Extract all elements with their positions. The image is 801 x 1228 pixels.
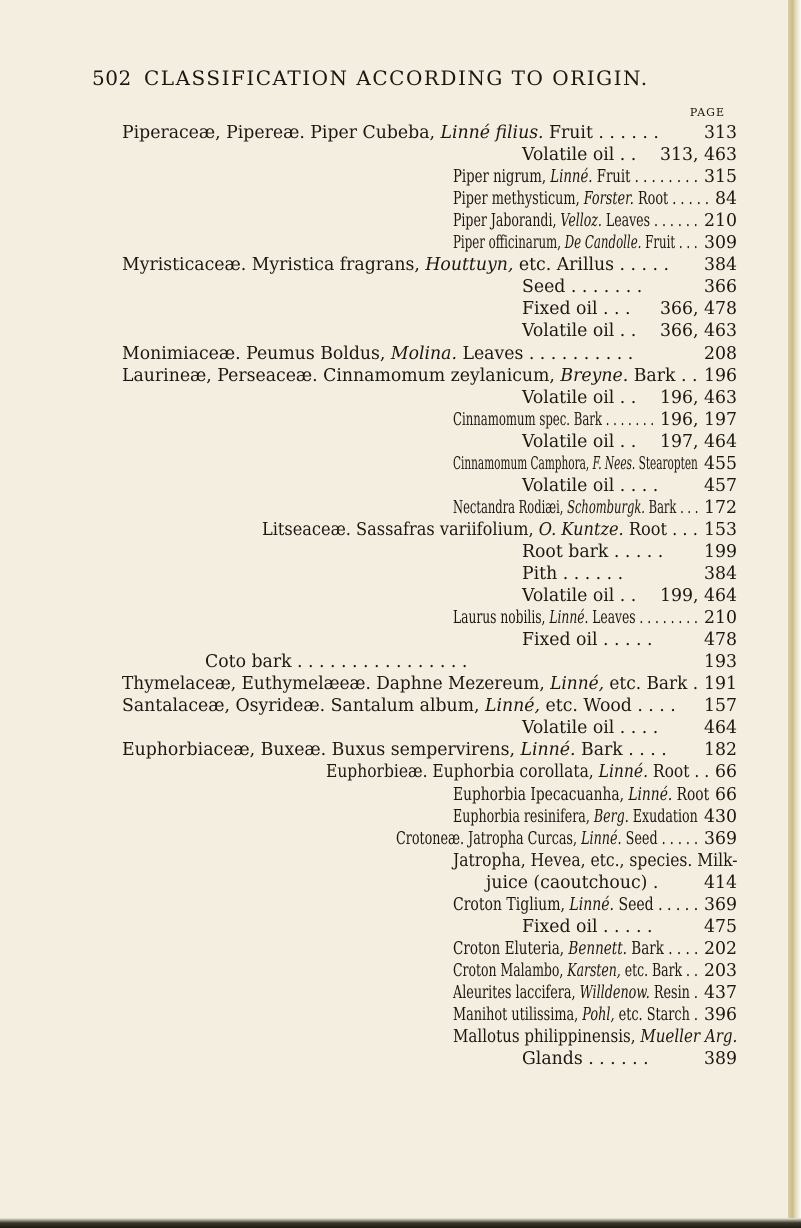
entry-name: Euphorbiaceæ, Buxeæ. Buxus sempervirens,	[122, 740, 521, 760]
entry-page-ref: 191	[704, 674, 737, 694]
entry-name: Croton Malambo,	[453, 961, 568, 981]
entry-detail: Leaves . . . . . . . .	[588, 608, 698, 628]
index-entry	[453, 784, 737, 806]
entry-text	[453, 188, 709, 210]
entry-detail: Bark . . . .	[575, 740, 667, 760]
entry-page-ref: 478	[704, 630, 737, 650]
entry-detail: Leaves . . . . . .	[601, 211, 698, 231]
entry-text	[122, 254, 669, 276]
index-entry	[326, 761, 737, 783]
entry-page-ref: 475	[704, 917, 737, 937]
index-entry	[453, 166, 737, 188]
index-entry	[522, 276, 737, 298]
index-entry	[522, 541, 737, 563]
index-entry	[122, 254, 737, 276]
index-entry	[453, 453, 737, 475]
entry-author: Linné.	[569, 895, 615, 915]
entry-page-ref: 313, 463	[660, 145, 737, 165]
entry-detail: Seed . . . . .	[621, 829, 699, 849]
entry-detail: Root . .	[647, 762, 710, 782]
index-entry	[453, 1026, 737, 1048]
entry-text	[262, 519, 698, 541]
entry-detail: Root . . . . .	[633, 189, 709, 209]
entry-detail: etc. Bark .	[604, 674, 699, 694]
entry-name: Jatropha, Hevea, etc., species. Milk-	[453, 851, 738, 871]
bottom-rule	[0, 1218, 801, 1228]
entry-author: Forster.	[583, 189, 634, 209]
running-header	[92, 66, 738, 94]
entry-text	[522, 916, 652, 938]
entry-text	[453, 453, 698, 475]
entry-author: Linné.	[550, 167, 593, 187]
entry-text	[453, 784, 709, 806]
entry-text	[122, 739, 667, 761]
entry-detail: Fruit . . .	[641, 233, 698, 253]
index-entry	[453, 409, 737, 431]
entry-detail: Leaves . . . . . . . . . .	[456, 344, 634, 364]
entry-author: F. Nees.	[592, 454, 636, 474]
entry-text	[522, 320, 636, 342]
entry-name: Euphorbia Ipecacuanha,	[453, 785, 629, 805]
entry-name: Mallotus philippinensis,	[453, 1027, 641, 1047]
index-entry	[522, 1048, 737, 1070]
entry-page-ref: 182	[704, 740, 737, 760]
entry-detail: Seed . . . . .	[614, 895, 699, 915]
entry-page-ref: 455	[704, 454, 737, 474]
entry-name: Myristicaceæ. Myristica fragrans,	[122, 255, 426, 275]
entry-page-ref: 315	[704, 167, 737, 187]
index-entry	[522, 144, 737, 166]
entry-author: Mueller Arg.	[640, 1027, 738, 1047]
entry-detail: etc. Bark . .	[620, 961, 698, 981]
entry-name: Cinnamomum spec. Bark . . . . . . .	[453, 410, 655, 430]
entry-name: Euphorbieæ. Euphorbia corollata,	[326, 762, 599, 782]
index-entry	[122, 122, 737, 144]
entry-page-ref: 384	[704, 564, 737, 584]
entry-author: Velloz.	[560, 211, 602, 231]
index-entry	[453, 982, 737, 1004]
index-entry	[453, 850, 737, 872]
entry-name: Thymelaceæ, Euthymelæeæ. Daphne Mezereum,	[122, 674, 551, 694]
entry-detail: Bark . . .	[644, 498, 699, 518]
entry-author: Linné.	[581, 829, 622, 849]
entry-page-ref: 369	[704, 895, 737, 915]
entry-name: Nectandra Rodiæi,	[453, 498, 568, 518]
entry-detail: Bark . . . .	[626, 939, 699, 959]
entry-page-ref: 202	[704, 939, 737, 959]
entry-name: Fixed oil . . . . .	[522, 917, 653, 937]
entry-text	[522, 298, 630, 320]
entry-text	[122, 343, 633, 365]
page-column-heading: PAGE	[689, 106, 725, 119]
entry-page-ref: 66	[715, 762, 737, 782]
index-entry	[522, 563, 737, 585]
entry-name: Pith . . . . . .	[522, 564, 624, 584]
entry-text	[522, 717, 658, 739]
entry-name: Piper Jaborandi,	[453, 211, 561, 231]
entry-page-ref: 313	[704, 123, 737, 143]
index-entry	[486, 872, 737, 894]
entry-name: Coto bark . . . . . . . . . . . . . . . .	[205, 652, 468, 672]
index-entry	[122, 673, 737, 695]
entry-text	[453, 938, 698, 960]
entry-text	[453, 210, 698, 232]
entry-author: De Candolle.	[564, 233, 642, 253]
entry-author: Molina.	[390, 344, 457, 364]
entry-text	[486, 872, 658, 894]
entry-text	[522, 387, 636, 409]
index-entry	[205, 651, 737, 673]
entry-text	[522, 276, 642, 298]
entry-page-ref: 464	[704, 718, 737, 738]
entry-text	[522, 431, 636, 453]
entry-name: Litseaceæ. Sassafras variifolium,	[262, 520, 539, 540]
entry-page-ref: 172	[704, 498, 737, 518]
entry-author: Berg.	[593, 807, 629, 827]
entry-name: Volatile oil . .	[522, 145, 637, 165]
entry-text	[453, 960, 698, 982]
entry-page-ref: 84	[715, 189, 737, 209]
entry-text	[122, 673, 698, 695]
entry-name: Laurus nobilis,	[453, 608, 550, 628]
entry-page-ref: 210	[704, 211, 737, 231]
index-entry	[522, 298, 737, 320]
entry-name: Cinnamomum Camphora,	[453, 454, 593, 474]
entry-author: Houttuyn,	[425, 255, 514, 275]
entry-text	[522, 1048, 649, 1070]
entry-author: Bennett.	[568, 939, 627, 959]
entry-name: Piper nigrum,	[453, 167, 551, 187]
entry-author: Linné.	[628, 785, 673, 805]
entry-page-ref: 309	[704, 233, 737, 253]
entry-text	[396, 828, 698, 850]
entry-page-ref: 199	[704, 542, 737, 562]
entry-text	[453, 1026, 737, 1048]
entry-detail: Bark . .	[628, 366, 698, 386]
entry-text	[122, 122, 659, 144]
index-entry	[522, 717, 737, 739]
entry-detail: Root . . .	[623, 520, 698, 540]
entry-name: Volatile oil . . . .	[522, 476, 659, 496]
entry-text	[453, 982, 698, 1004]
entry-name: Piper methysticum,	[453, 189, 584, 209]
entry-page-ref: 153	[704, 520, 737, 540]
entry-text	[453, 166, 698, 188]
entry-text	[522, 629, 652, 651]
entry-page-ref: 437	[704, 983, 737, 1003]
index-entry	[522, 916, 737, 938]
entry-page-ref: 197, 464	[660, 432, 737, 452]
page-edge	[788, 0, 801, 1228]
entry-detail: etc. Arillus . . . . .	[513, 255, 669, 275]
index-entry	[453, 960, 737, 982]
index-entry	[396, 828, 737, 850]
entry-author: Linné.	[549, 608, 589, 628]
entry-page-ref: 66	[715, 785, 737, 805]
entry-name: Fixed oil . . . . .	[522, 630, 653, 650]
entry-page-ref: 430	[704, 807, 737, 827]
entry-page-ref: 389	[704, 1049, 737, 1069]
index-entry	[262, 519, 737, 541]
entry-text	[453, 409, 654, 431]
entry-page-ref: 384	[704, 255, 737, 275]
entry-text	[453, 850, 737, 872]
entry-detail: Fruit . . . . . . . .	[592, 167, 698, 187]
entry-text	[122, 695, 676, 717]
page-number: 502	[92, 66, 132, 90]
entry-text	[522, 563, 623, 585]
entry-name: Piper officinarum,	[453, 233, 565, 253]
entry-text	[205, 651, 467, 673]
entry-author: Schomburgk.	[567, 498, 645, 518]
entry-name: Euphorbia resinifera,	[453, 807, 594, 827]
entry-page-ref: 196	[704, 366, 737, 386]
entry-name: Seed . . . . . . .	[522, 277, 643, 297]
entry-detail: Resin .	[649, 983, 698, 1003]
entry-author: Linné filius.	[440, 123, 544, 143]
entry-author: Linné.	[520, 740, 576, 760]
entry-author: O. Kuntze.	[538, 520, 624, 540]
index-entry	[522, 629, 737, 651]
index-entry	[453, 188, 737, 210]
entry-detail: etc. Starch .	[614, 1005, 699, 1025]
entry-page-ref: 366, 478	[660, 299, 737, 319]
index-entry	[522, 431, 737, 453]
index-entry	[453, 938, 737, 960]
entry-page-ref: 396	[704, 1005, 737, 1025]
entry-page-ref: 210	[704, 608, 737, 628]
entry-text	[122, 365, 697, 387]
entry-page-ref: 414	[704, 873, 737, 893]
entry-detail: Stearopten	[635, 454, 698, 474]
entry-text	[522, 585, 636, 607]
index-entry	[522, 475, 737, 497]
entry-name: Piperaceæ, Pipereæ. Piper Cubeba,	[122, 123, 441, 143]
index-entry	[522, 387, 737, 409]
index-entry	[522, 320, 737, 342]
index-entry	[122, 695, 737, 717]
entry-name: Volatile oil . .	[522, 432, 637, 452]
entry-text	[326, 761, 709, 783]
entry-text	[522, 475, 658, 497]
index-entry	[453, 1004, 737, 1026]
entry-name: Root bark . . . . .	[522, 542, 664, 562]
entry-page-ref: 203	[704, 961, 737, 981]
entry-name: Volatile oil . .	[522, 321, 637, 341]
page-title: CLASSIFICATION ACCORDING TO ORIGIN.	[144, 66, 649, 90]
entry-page-ref: 208	[704, 344, 737, 364]
entry-author: Linné,	[550, 674, 605, 694]
index-entry	[453, 806, 737, 828]
entry-page-ref: 199, 464	[660, 586, 737, 606]
entry-detail: Root	[672, 785, 710, 805]
entry-text	[453, 1004, 698, 1026]
entry-name: Aleurites laccifera,	[453, 983, 580, 1003]
entry-name: Volatile oil . . . .	[522, 718, 659, 738]
entry-text	[522, 541, 663, 563]
entry-page-ref: 196, 197	[660, 410, 737, 430]
entry-name: Crotoneæ. Jatropha Curcas,	[396, 829, 582, 849]
index-entry	[453, 607, 737, 629]
entry-name: Croton Tiglium,	[453, 895, 570, 915]
entry-text	[453, 607, 698, 629]
entry-text	[453, 806, 698, 828]
entry-page-ref: 369	[704, 829, 737, 849]
entry-page-ref: 366, 463	[660, 321, 737, 341]
entry-page-ref: 196, 463	[660, 388, 737, 408]
entry-name: Laurineæ, Perseaceæ. Cinnamomum zeylanicum,	[122, 366, 561, 386]
entry-name: Volatile oil . .	[522, 388, 637, 408]
index-entry	[122, 343, 737, 365]
entry-name: Glands . . . . . .	[522, 1049, 649, 1069]
index-entry	[122, 365, 737, 387]
entry-text	[453, 497, 698, 519]
entry-author: Karsten,	[567, 961, 621, 981]
entry-text	[453, 232, 698, 254]
entry-page-ref: 193	[704, 652, 737, 672]
entry-name: juice (caoutchouc) .	[486, 873, 659, 893]
index-entry	[453, 210, 737, 232]
index-entry	[453, 894, 737, 916]
entry-author: Breyne.	[560, 366, 629, 386]
index-entry	[453, 497, 737, 519]
index-entry	[453, 232, 737, 254]
entry-text	[522, 144, 636, 166]
entry-page-ref: 366	[704, 277, 737, 297]
entry-name: Santalaceæ, Osyrideæ. Santalum album,	[122, 696, 486, 716]
entry-name: Fixed oil . . .	[522, 299, 631, 319]
entry-name: Monimiaceæ. Peumus Boldus,	[122, 344, 391, 364]
entry-detail: etc. Wood . . . .	[540, 696, 676, 716]
entry-detail: Fruit . . . . . .	[543, 123, 659, 143]
entry-name: Croton Eluteria,	[453, 939, 569, 959]
entry-author: Linné.	[598, 762, 648, 782]
entry-page-ref: 157	[704, 696, 737, 716]
entry-detail: Exudation	[628, 807, 698, 827]
index-entry	[122, 739, 737, 761]
entry-author: Pohl,	[582, 1005, 615, 1025]
entry-page-ref: 457	[704, 476, 737, 496]
entry-name: Volatile oil . .	[522, 586, 637, 606]
entry-text	[453, 894, 698, 916]
index-entry	[522, 585, 737, 607]
entry-author: Linné,	[485, 696, 541, 716]
entry-author: Willdenow.	[579, 983, 650, 1003]
entry-name: Manihot utilissima,	[453, 1005, 583, 1025]
